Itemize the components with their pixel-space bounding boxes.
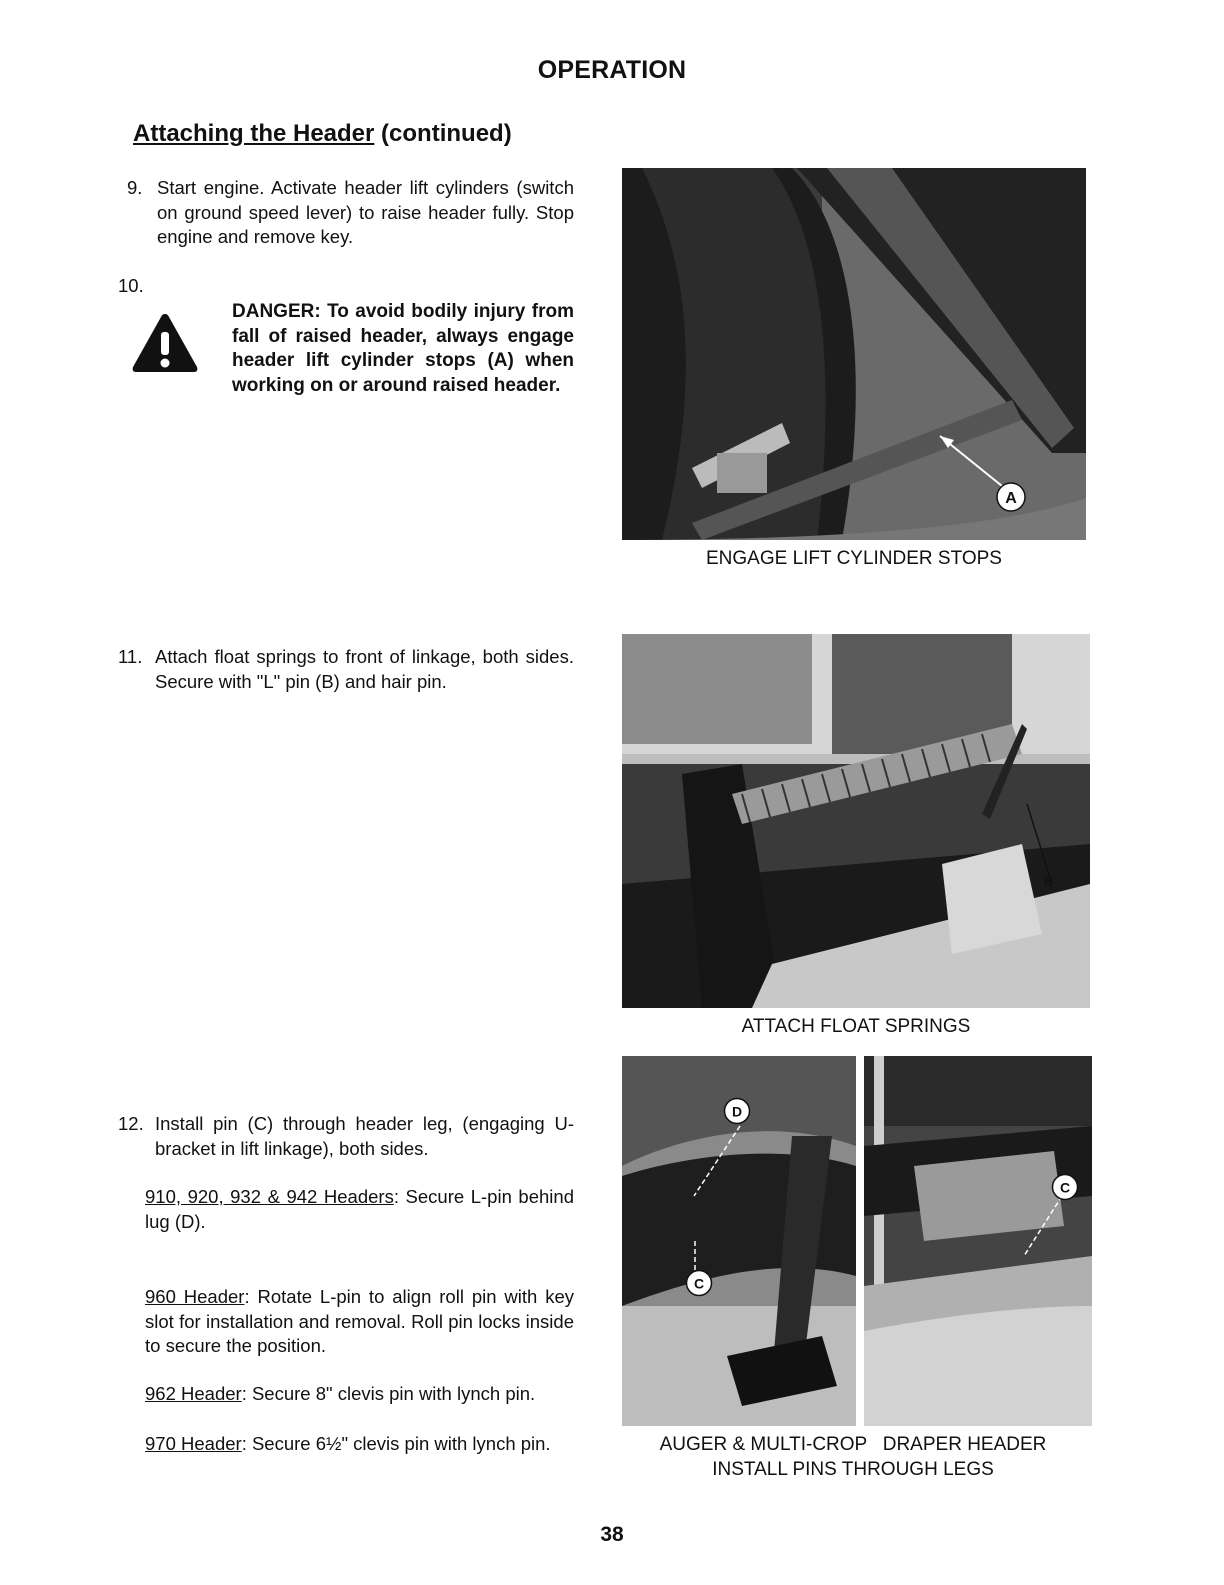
- danger-notice: DANGER: To avoid bodily injury from fall of raised header, always engage header lift cylinder stops (A) when working on or around raised header.: [232, 301, 574, 396]
- callout-c-right-badge: [1050, 1172, 1080, 1202]
- sub-instruction-960: [145, 1285, 574, 1359]
- page-number: 38: [600, 1523, 624, 1546]
- sub-instruction-970: [145, 1432, 574, 1457]
- photo-draper-header-pins: [864, 1056, 1092, 1426]
- subsection-title-main: Attaching the Header: [133, 120, 375, 147]
- sub-instruction-text: : Secure L-pin behind lug (D).: [145, 1186, 574, 1232]
- callout-d-badge: [722, 1096, 752, 1126]
- step-number: 10.: [118, 275, 144, 296]
- step-10-number: [118, 274, 158, 300]
- warning-triangle-icon: [131, 312, 199, 374]
- callout-a-badge: [994, 480, 1028, 514]
- section-title: OPERATION: [537, 56, 687, 84]
- callout-b-label: B: [1044, 874, 1054, 889]
- sub-instruction-text: : Rotate L-pin to align roll pin with key slot for installation and removal. Roll pin locks inside to secure the position.: [145, 1286, 574, 1356]
- step-11: [118, 645, 574, 701]
- step-text: Attach float springs to front of linkage, both sides. Secure with "L" pin (B) and hair pin.: [155, 646, 574, 692]
- step-text: Start engine. Activate header lift cylinders (switch on ground speed lever) to raise header fully. Stop engine and remove key.: [157, 177, 574, 247]
- sub-instruction-text: : Secure 6½" clevis pin with lynch pin.: [241, 1433, 551, 1454]
- step-number: 12.: [118, 1113, 144, 1134]
- callout-a-label: A: [1005, 490, 1017, 507]
- sub-instruction-910-942: [145, 1185, 574, 1234]
- sub-instruction-label: 960 Header: [145, 1286, 245, 1307]
- callout-d-label: D: [731, 1103, 743, 1120]
- figure-caption-line-2: INSTALL PINS THROUGH LEGS: [712, 1459, 994, 1480]
- callout-c-right-label: C: [1059, 1179, 1071, 1196]
- photo-float-springs: [622, 634, 1090, 1008]
- figure-caption: ENGAGE LIFT CYLINDER STOPS: [706, 548, 1002, 569]
- callout-c-left-label: C: [693, 1275, 705, 1292]
- step-number: 9.: [127, 177, 143, 198]
- step-9: [127, 176, 574, 256]
- subsection-title: [133, 120, 512, 148]
- sub-instruction-962: [145, 1382, 574, 1407]
- step-12: [118, 1112, 574, 1168]
- callout-c-left-badge: [684, 1268, 714, 1298]
- subsection-title-suffix: (continued): [381, 120, 512, 147]
- sub-instruction-label: 962 Header: [145, 1383, 242, 1404]
- step-number: 11.: [118, 646, 143, 667]
- step-text: Install pin (C) through header leg, (engaging U-bracket in lift linkage), both sides.: [155, 1113, 574, 1159]
- sub-instruction-label: 910, 920, 932 & 942 Headers: [145, 1186, 394, 1207]
- sub-instruction-text: : Secure 8" clevis pin with lynch pin.: [241, 1383, 536, 1404]
- figure-caption: ATTACH FLOAT SPRINGS: [741, 1016, 971, 1037]
- sub-instruction-label: 970 Header: [145, 1433, 242, 1454]
- figure-caption-line-1: AUGER & MULTI-CROP DRAPER HEADER: [659, 1434, 1047, 1455]
